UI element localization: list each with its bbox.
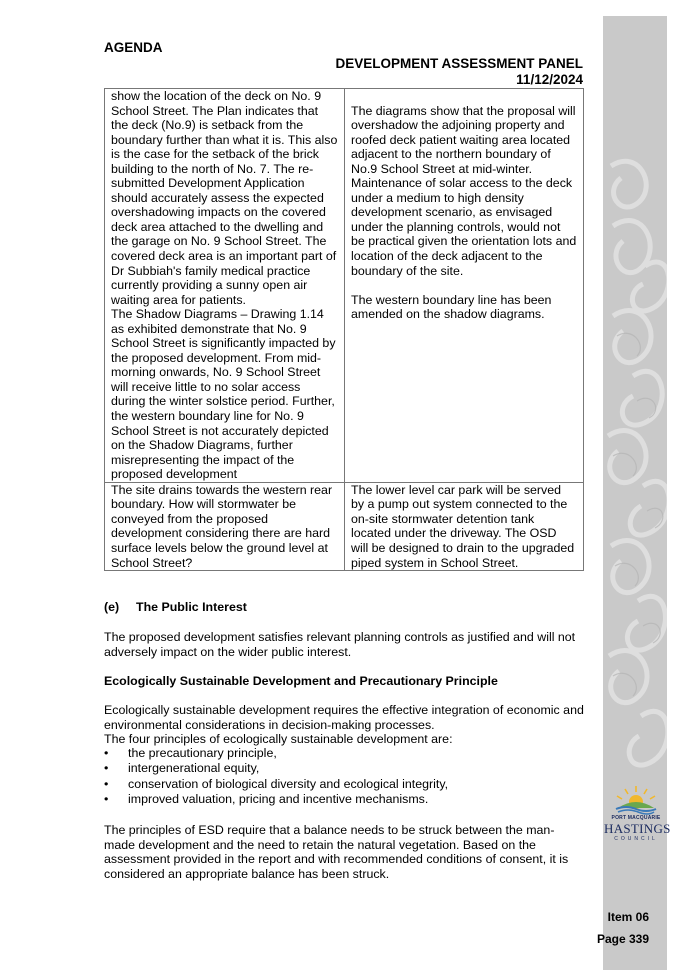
public-interest-paragraph: The proposed development satisfies relevant planning controls as justified and will not adversely impact on the wider public interest. [104,630,576,659]
submissions-table [104,88,584,571]
section-heading [104,600,247,614]
bullet-icon: • [104,746,109,760]
meeting-date: 11/12/2024 [516,72,583,87]
esd-intro-paragraph: Ecologically sustainable development requires the effective integration of economic and environmental considerations in decision-making processes. The four principles of ecologically sustainable development are: [104,703,584,747]
response-cell: The lower level car park will be served by a pump out system connected to the on-site stormwater detention tank located under the driveway. The OSD will be designed to drain to the upgraded piped system in School Street. [345,482,584,570]
item-number: Item 06 [607,910,649,924]
section-number: (e) [104,600,120,614]
panel-title: DEVELOPMENT ASSESSMENT PANEL [335,56,583,71]
bullet-icon: • [104,792,109,807]
logo-line-1: PORT MACQUARIE [611,815,661,821]
agenda-label: AGENDA [104,40,163,55]
logo-line-2: HASTINGS [604,821,671,836]
response-cell: The diagrams show that the proposal will overshadow the adjoining property and roofed deck patient waiting area located adjacent to the northern boundary of No.9 School Street at mid-winter. Maintenance of solar access to the deck under a medium to high density development scenario, as envisaged under the planning controls, would not be practical given the orientation lots and location of the deck adjacent to the boundary of the site. The western boundary line has been amended on the shadow diagrams. [345,89,584,483]
esd-conclusion-paragraph: The principles of ESD require that a balance needs to be struck between the man-made development and the need to retain the natural vegetation. Based on the assessment provided in the report and with recommended conditions of consent, it is considered an appropriate balance has been struck. [104,823,569,881]
list-item: • the precautionary principle, [104,746,277,760]
section-title: The Public Interest [136,600,247,614]
page-number: Page 339 [596,932,649,946]
table-row [105,89,584,483]
submission-cell: show the location of the deck on No. 9 School Street. The Plan indicates that the deck (No.9) is setback from the boundary further than what it is. This also is the case for the setback of the brick building to the north of No. 7. The re-submitted Development Application should accurately assess the expected overshadowing impacts on the covered deck area attached to the dwelling and the garage on No. 9 School Street. The covered deck area is an important part of Dr Subbiah's family medical practice currently providing a sunny open air waiting area for patients. The Shadow Diagrams – Drawing 1.14 as exhibited demonstrate that No. 9 School Street is significantly impacted by the proposed development. From mid-morning onwards, No. 9 School Street will receive little to no solar access during the winter solstice period. Further, the western boundary line for No. 9 School Street is not accurately depicted on the Shadow Diagrams, further misrepresenting the impact of the proposed development [105,89,345,483]
submission-cell: The site drains towards the western rear boundary. How will stormwater be conveyed from the proposed development considering there are hard surface levels below the ground level at School Street? [105,482,345,570]
list-item: • conservation of biological diversity and ecological integrity, [104,776,449,791]
bullet-icon: • [104,776,109,791]
list-item: • intergenerational equity, [104,761,260,776]
logo-line-3: COUNCIL [614,836,658,842]
list-item: • improved valuation, pricing and incentive mechanisms. [104,792,429,807]
esd-heading: Ecologically Sustainable Development and Precautionary Principle [104,674,498,688]
table-row [105,482,584,570]
principles-list [104,746,448,808]
bullet-icon: • [104,761,109,776]
